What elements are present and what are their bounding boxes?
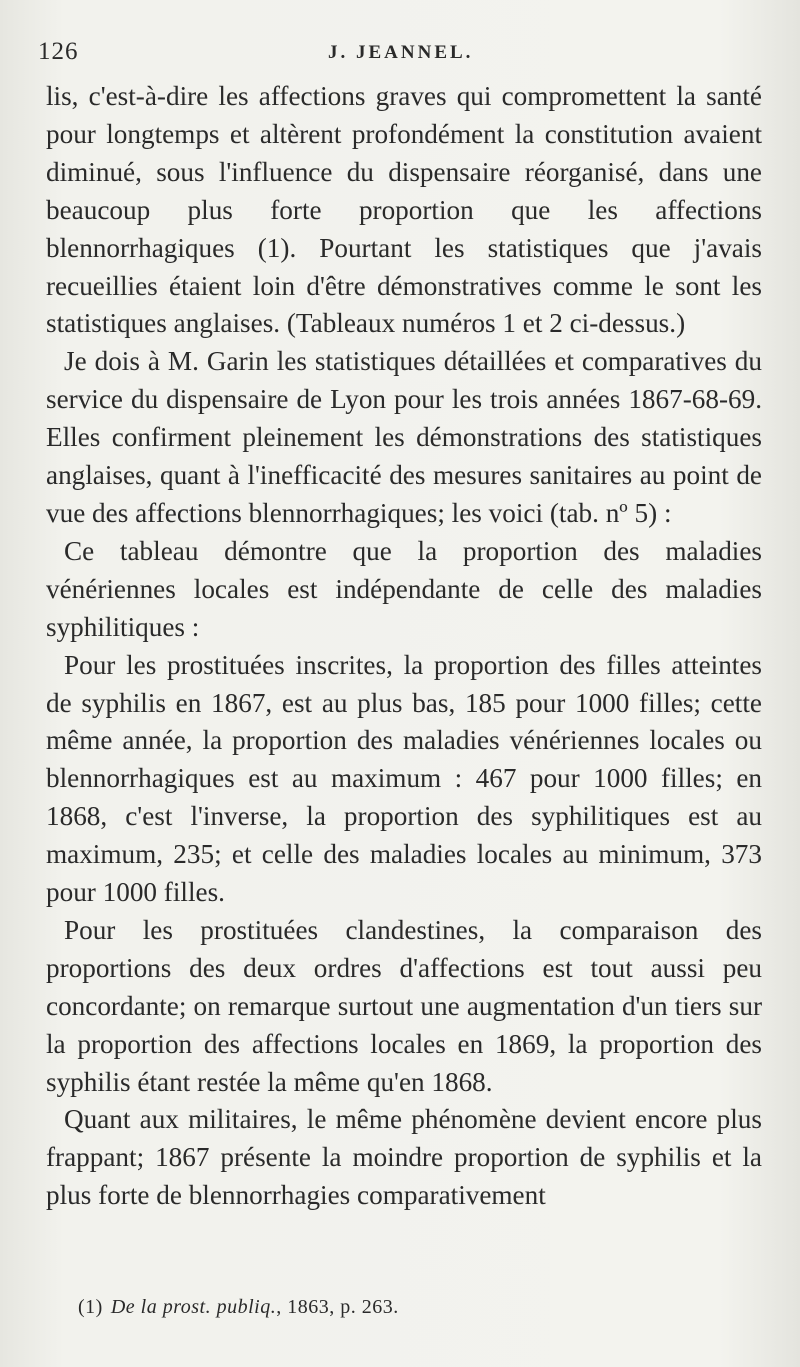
page-header xyxy=(38,38,762,68)
paragraph-4: Pour les prostituées inscrites, la proportion des filles atteintes de syphilis en 1867, est au plus bas, 185 pour 1000 filles; cette même année, la proportion des maladies vénériennes locales ou blennorrhagiques est au maximum : 467 pour 1000 filles; en 1868, c'est l'inverse, la proportion des syphilitiques est au maximum, 235; et celle des maladies locales au minimum, 373 pour 1000 filles. xyxy=(46,649,762,908)
body-text xyxy=(46,78,762,1215)
paragraph-6: Quant aux militaires, le même phénomène devient encore plus frappant; 1867 présente la moindre proportion de syphilis et la plus forte de blennorrhagies comparativement xyxy=(46,1104,762,1211)
paragraph-1: lis, c'est-à-dire les affections graves qui compromettent la santé pour longtemps et altèrent profondément la constitution avaient diminué, sous l'influence du dispensaire réorganisé, dans une beaucoup plus forte proportion que les affections blennorrhagiques (1). Pourtant les statistiques que j'avais recueillies étaient loin d'être démonstratives comme le sont les statistiques anglaises. (Tableaux numéros 1 et 2 ci-dessus.) xyxy=(46,81,762,339)
page-number: 126 xyxy=(38,38,79,65)
paragraph-3: Ce tableau démontre que la proportion des maladies vénériennes locales est indépendante de celle des maladies syphilitiques : xyxy=(46,535,762,642)
footnote-rest: , 1863, p. 263. xyxy=(276,1296,399,1318)
paragraph-5: Pour les prostituées clandestines, la comparaison des proportions des deux ordres d'affections est tout aussi peu concordante; on remarque surtout une augmentation d'un tiers sur la proportion des affections locales en 1869, la proportion des syphilis étant restée la même qu'en 1868. xyxy=(46,914,762,1097)
footnote xyxy=(78,1296,758,1319)
footnote-ref: (1) xyxy=(78,1296,103,1318)
footnote-title: De la prost. publiq. xyxy=(110,1296,277,1318)
paragraph-2: Je dois à M. Garin les statistiques détaillées et comparatives du service du dispensaire de Lyon pour les trois années 1867-68-69. Elles confirment pleinement les démonstrations des statistiques anglaises, quant à l'inefficacité des mesures sanitaires au point de vue des affections blennorrhagiques; les voici (tab. nº 5) : xyxy=(46,346,762,528)
running-head: J. JEANNEL. xyxy=(328,42,474,63)
